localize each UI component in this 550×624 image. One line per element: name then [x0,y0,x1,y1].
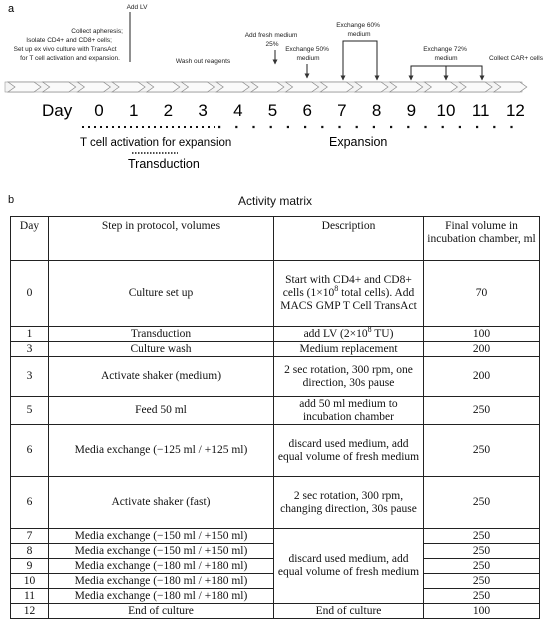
annotation-wash: Wash out reagents [175,58,231,65]
table-row [11,327,540,342]
cell-step: Media exchange (−125 ml / +125 ml) [49,425,274,477]
day-number-2: 2 [163,101,174,120]
cell-day: 7 [11,529,49,544]
cell-step: Activate shaker (fast) [49,477,274,529]
annotation-day5: Add fresh medium 25% [244,32,298,48]
cell-volume: 250 [424,574,540,589]
day-number-1: 1 [128,101,139,120]
cell-day: 11 [11,589,49,604]
cell-day: 10 [11,574,49,589]
cell-step: Activate shaker (medium) [49,357,274,397]
annotation-day6: Exchange 50% medium [285,46,329,62]
table-row [11,425,540,477]
table-row [11,529,540,544]
cell-step: End of culture [49,604,274,619]
bracket-day7-8 [343,41,377,78]
cell-description: 2 sec rotation, 300 rpm, one direction, 30s pause [274,357,424,397]
cell-volume: 100 [424,327,540,342]
cell-volume: 70 [424,261,540,327]
cell-day: 9 [11,559,49,574]
table-row [11,261,540,327]
cell-step: Media exchange (−180 ml / +180 ml) [49,559,274,574]
table-row [11,604,540,619]
day-number-5: 5 [267,101,278,120]
expansion-label: Expansion [329,135,388,149]
cell-volume: 250 [424,589,540,604]
protocol-timeline [0,0,550,190]
cell-description-merged: discard used medium, add equal volume of fresh medium [274,529,424,604]
panel-b-label-text: b [8,194,15,206]
cell-day: 12 [11,604,49,619]
panel-a-label: a [8,3,15,15]
cell-description: Start with CD4+ and CD8+ cells ($1\times 10^8$ total cells). Add MACS GMP T Cell TransAct [274,261,424,327]
cell-day: 8 [11,544,49,559]
transduction-label: Transduction [128,157,200,171]
cell-step: Culture set up [49,261,274,327]
timeline-arrow-band [5,82,527,92]
activation-label: T cell activation for expansion [80,137,232,149]
cell-description: discard used medium, add equal volume of fresh medium [274,425,424,477]
cell-description: Medium replacement [274,342,424,357]
table-row [11,477,540,529]
cell-description: End of culture [274,604,424,619]
day-number-10: 10 [436,101,456,120]
cell-step: Transduction [49,327,274,342]
cell-step: Culture wash [49,342,274,357]
cell-volume: 200 [424,342,540,357]
cell-day: 6 [11,425,49,477]
day-axis-label: Day [42,101,73,120]
annotation-add-lv: Add LV [126,4,148,11]
cell-volume: 250 [424,477,540,529]
annotation-day12: Collect CAR+ cells [488,55,544,62]
table-row [11,357,540,397]
header-description: Description [274,217,424,261]
annotation-day9-11: Exchange 72% medium [423,46,467,62]
cell-volume: 250 [424,529,540,544]
cell-day: 1 [11,327,49,342]
day-number-6: 6 [302,101,312,120]
annotation-day0: Collect apheresis; Isolate CD4+ and CD8+ cells; Set up ex vivo culture with TransAct for T cell activation and expansion. [13,28,123,62]
day-number-8: 8 [371,101,382,120]
cell-step: Media exchange (−180 ml / +180 ml) [49,574,274,589]
table-header-row [11,217,540,261]
cell-step: Media exchange (−180 ml / +180 ml) [49,589,274,604]
day-number-12: 12 [505,101,525,120]
cell-volume: 250 [424,397,540,425]
cell-description: 2 sec rotation, 300 rpm, changing direction, 30s pause [274,477,424,529]
cell-day: 3 [11,342,49,357]
activity-matrix-title: Activity matrix [237,194,312,208]
cell-step: Feed 50 ml [49,397,274,425]
cell-day: 3 [11,357,49,397]
cell-description: add LV ($2\times 10^8$ TU) [274,327,424,342]
cell-description: add 50 ml medium to incubation chamber [274,397,424,425]
day-number-4: 4 [233,101,243,120]
cell-day: 6 [11,477,49,529]
cell-volume: 250 [424,425,540,477]
cell-volume: 250 [424,559,540,574]
table-row [11,342,540,357]
cell-volume: 250 [424,544,540,559]
day-number-3: 3 [198,101,208,120]
day-number-11: 11 [471,101,490,120]
cell-day: 0 [11,261,49,327]
header-step: Step in protocol, volumes [49,217,274,261]
cell-step: Media exchange (−150 ml / +150 ml) [49,544,274,559]
cell-step: Media exchange (−150 ml / +150 ml) [49,529,274,544]
table-row [11,397,540,425]
cell-volume: 100 [424,604,540,619]
header-final-volume: Final volume in incubation chamber, ml [424,217,540,261]
day-number-9: 9 [406,101,417,120]
cell-day: 5 [11,397,49,425]
cell-volume: 200 [424,357,540,397]
header-day: Day [11,217,49,261]
activity-matrix-table [10,216,540,619]
day-number-7: 7 [337,101,347,120]
day-number-0: 0 [94,101,104,120]
annotation-day7-8: Exchange 60% medium [336,22,380,38]
